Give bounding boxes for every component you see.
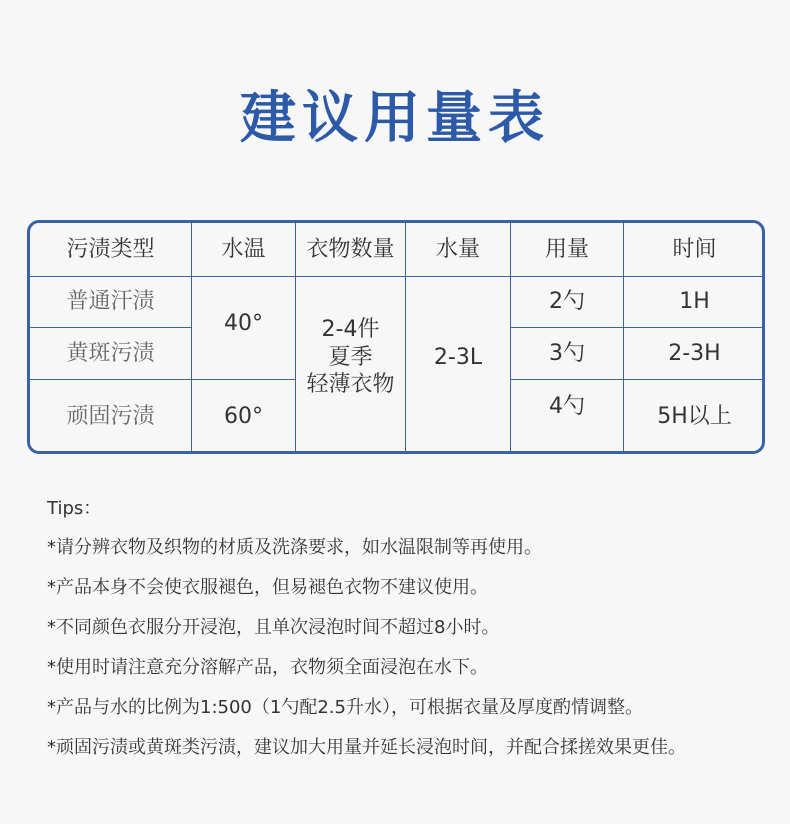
tip-line: *顽固污渍或黄斑类污渍，建议加大用量并延长浸泡时间，并配合揉搓效果更佳。 (47, 737, 686, 758)
header-time: 时间 (672, 236, 717, 262)
header-water-volume: 水量 (435, 236, 480, 262)
dosage-table (27, 220, 765, 454)
header-dosage: 用量 (544, 236, 589, 262)
tips-section (47, 494, 686, 768)
stain-type-cell: 顽固污渍 (66, 404, 155, 430)
tip-line: *产品本身不会使衣服褪色，但易褪色衣物不建议使用。 (47, 577, 488, 598)
water-temp-cell: 60° (224, 404, 263, 430)
page-title: 建议用量表 (240, 86, 550, 151)
time-cell: 2-3H (668, 340, 721, 366)
clothes-amount-line: 轻薄衣物 (306, 372, 395, 398)
tip-line: *不同颜色衣服分开浸泡，且单次浸泡时间不超过8小时。 (47, 617, 500, 638)
clothes-amount-line: 夏季 (328, 344, 373, 370)
tip-line: *产品与水的比例为1:500（1勺配2.5升水），可根据衣量及厚度酌情调整。 (47, 697, 643, 718)
stain-type-cell: 普通汗渍 (66, 289, 155, 315)
water-volume-cell: 2-3L (433, 344, 483, 370)
tip-line: *请分辨衣物及织物的材质及洗涤要求，如水温限制等再使用。 (47, 537, 542, 558)
tips-title: Tips： (47, 498, 102, 519)
time-cell: 5H以上 (657, 404, 732, 430)
clothes-amount-line: 2-4件 (321, 317, 380, 343)
header-clothes-amount: 衣物数量 (306, 236, 395, 262)
time-cell: 1H (679, 289, 710, 315)
header-water-temp: 水温 (221, 236, 266, 262)
water-temp-cell: 40° (224, 311, 263, 337)
dosage-cell: 3勺 (549, 340, 585, 366)
tip-line: *使用时请注意充分溶解产品，衣物须全面浸泡在水下。 (47, 657, 488, 678)
dosage-cell: 2勺 (549, 289, 585, 315)
dosage-cell: 4勺 (549, 394, 585, 420)
clothes-amount-cell (296, 277, 405, 454)
stain-type-cell: 黄斑污渍 (66, 340, 155, 366)
header-stain-type: 污渍类型 (66, 236, 155, 262)
